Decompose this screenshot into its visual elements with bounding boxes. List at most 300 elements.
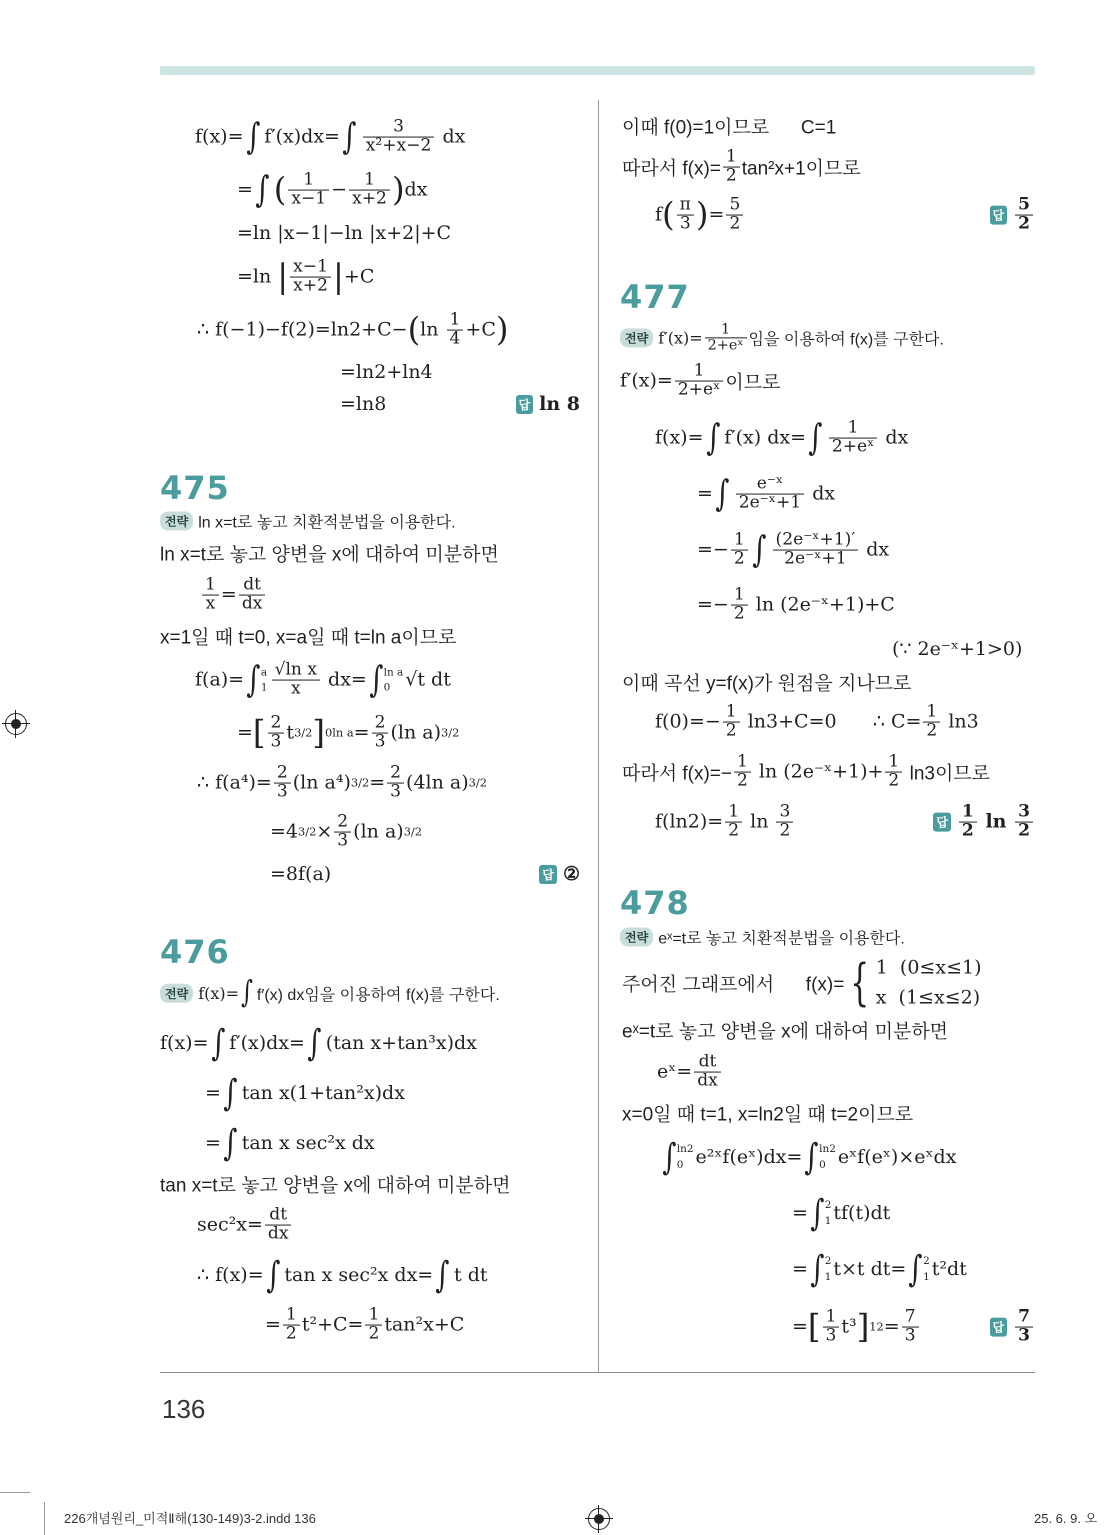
denominator: x+2 <box>352 188 387 209</box>
solution-line <box>237 168 428 211</box>
problem-number <box>160 469 230 507</box>
solution-line <box>660 1135 957 1178</box>
denominator: 2 <box>926 720 938 741</box>
solution-line <box>200 574 267 614</box>
upper-limit: ln a <box>383 666 404 679</box>
denominator: 3 <box>374 731 386 752</box>
numerator: 1 <box>725 804 742 823</box>
math-text: =ln8 <box>340 393 387 415</box>
solution-line <box>622 669 911 696</box>
denominator: 2 <box>1018 820 1030 841</box>
answer <box>990 1306 1036 1346</box>
math-text: f′(x)dx= <box>229 1032 305 1054</box>
numerator: dt <box>694 1054 721 1073</box>
math-text: (4ln a) <box>406 772 469 794</box>
math-text: ln (2e⁻ˣ+1)+ <box>752 761 884 783</box>
math-text: t²dt <box>931 1258 967 1280</box>
numerator: 3 <box>363 119 435 138</box>
math-text: t²+C= <box>301 1314 364 1336</box>
integral-sign: ∫ ln a 0 <box>369 658 404 701</box>
numerator: 1 <box>447 312 464 331</box>
crop-mark <box>44 1502 45 1535</box>
math-text: f(x)= <box>195 126 244 148</box>
denominator: 3 <box>904 1325 916 1346</box>
denominator: 2 <box>1018 213 1030 234</box>
numerator: 1 <box>283 1307 300 1326</box>
solution-line <box>622 751 991 791</box>
fraction <box>723 701 740 741</box>
column-divider <box>598 100 599 1372</box>
math-text: (ln a) <box>353 821 404 843</box>
numerator: 5 <box>1015 197 1033 216</box>
numerator: dt <box>239 577 266 596</box>
math-text: f′(x)= <box>658 328 703 348</box>
numerator: 1 <box>923 704 940 723</box>
math-text: f′(x)= <box>620 370 673 392</box>
denominator: 2e⁻ˣ+1 <box>784 548 847 569</box>
integral-sign: ∫ <box>307 1021 322 1064</box>
math-text: f(ln2)= <box>655 811 724 833</box>
delimiter: ) <box>495 310 509 349</box>
math-text: dx <box>436 126 466 148</box>
delimiter: | <box>277 257 289 296</box>
math-text: dx <box>879 427 909 449</box>
math-text: × <box>316 821 333 843</box>
math-text: f(0)=− <box>655 711 721 733</box>
math-text: = <box>353 722 370 744</box>
upper-limit: ln2 <box>819 1143 836 1156</box>
solution-line <box>265 1304 465 1344</box>
solution-line <box>195 115 466 158</box>
denominator: 2 <box>779 820 791 841</box>
fraction <box>736 473 804 513</box>
strategy-badge: 전략 <box>620 329 653 348</box>
math-text: = <box>697 483 713 505</box>
solution-line <box>655 194 1035 234</box>
denominator: 2 <box>961 820 974 841</box>
fraction <box>829 417 878 457</box>
solution-line <box>620 360 781 400</box>
delimiter: [ <box>807 1307 821 1346</box>
math-text: =− <box>697 594 729 616</box>
solution-line <box>237 256 375 296</box>
upper-limit: 2 <box>824 1199 832 1212</box>
numerator: 2 <box>274 765 291 784</box>
math-text: = <box>792 1258 808 1280</box>
solution-line <box>792 1191 891 1234</box>
numerator: 7 <box>1015 1309 1033 1328</box>
solution-line: = [ $\frac{2}{3}$ t 3/2 ] 0 ln a = $\frac{2}{3}$ (ln a) 3/2 <box>237 712 460 752</box>
math-text: x=1일 때 t=0, x=a일 때 t=ln a이므로 <box>160 627 457 649</box>
problem-number <box>620 278 690 316</box>
numerator: π <box>677 197 694 216</box>
solution-line: = [ $\frac{1}{3}$ t³ ] 1 2 = $\frac{7}{3}$ 답 $\frac{7}{3}$ <box>792 1309 1035 1346</box>
fraction <box>675 360 724 400</box>
solution-line <box>160 540 499 567</box>
fraction <box>265 1204 292 1244</box>
lower-limit: 0 <box>383 681 391 694</box>
fraction <box>372 712 389 752</box>
denominator: 2 <box>733 603 745 624</box>
math-text: ln (2e⁻ˣ+1)+C <box>749 594 895 616</box>
fraction <box>334 811 351 851</box>
strategy-line <box>620 926 905 949</box>
denominator: 2 <box>729 213 741 234</box>
math-text: f <box>655 204 663 226</box>
answer-badge: 답 <box>933 813 951 832</box>
denominator: dx <box>697 1070 718 1091</box>
piece: x (1≤x≤2) <box>875 987 981 1009</box>
numerator: 2 <box>372 715 389 734</box>
fraction <box>923 701 940 741</box>
math-text: tf(t)dt <box>833 1202 891 1224</box>
math-text: ln 8 <box>539 393 580 415</box>
solution-line <box>792 1247 967 1290</box>
denominator: 2 <box>728 820 740 841</box>
solution-line <box>697 528 890 571</box>
math-text: =ln <box>237 266 278 288</box>
math-text: tan x sec²x dx= <box>284 1264 434 1286</box>
delimiter: ) <box>391 170 405 209</box>
math-text: f(a)= <box>195 669 245 691</box>
denominator: 3 <box>337 830 349 851</box>
denominator: 3 <box>1018 1325 1030 1346</box>
math-text: 476 <box>160 933 230 971</box>
delimiter: ( <box>273 170 287 209</box>
math-text: f(x)= <box>160 1032 209 1054</box>
upper-limit: a <box>260 666 268 679</box>
fraction <box>363 116 435 156</box>
solution-line <box>655 801 1035 841</box>
math-text: ln3이므로 <box>904 763 991 785</box>
math-text: ln3 <box>942 711 979 733</box>
strategy-badge: 전략 <box>620 928 653 947</box>
math-text: f(x)= <box>198 983 240 1003</box>
right-column <box>620 0 1035 1400</box>
math-text: = <box>220 584 237 606</box>
strategy-badge: 전략 <box>160 512 193 531</box>
numerator: (2e⁻ˣ+1)′ <box>773 532 859 551</box>
math-text: f′(x)dx= <box>264 126 340 148</box>
integral-sign: ∫ <box>223 1121 238 1164</box>
left-column <box>160 0 580 1400</box>
integral-sign: ∫ a 1 <box>246 658 268 701</box>
solution-line <box>205 1121 375 1164</box>
integral-sign: ∫ ln2 0 <box>804 1135 836 1178</box>
solution-line <box>205 1071 405 1114</box>
solution-line <box>892 638 1022 660</box>
denominator: dx <box>267 1223 289 1244</box>
solution-line <box>195 658 451 701</box>
numerator: dt <box>265 1207 292 1226</box>
math-text: ∴ f(a⁴)= <box>197 772 272 794</box>
fraction <box>1015 194 1033 234</box>
lower-limit: 1 <box>260 681 268 694</box>
delimiter: ) <box>695 195 709 234</box>
integral-sign: ∫ ln2 0 <box>662 1135 694 1178</box>
math-text: t×t dt= <box>833 1258 907 1280</box>
upper-limit: 2 <box>923 1255 930 1268</box>
numerator: 7 <box>902 1309 919 1328</box>
math-text: 따라서 f(x)= <box>622 158 721 180</box>
math-text: ln <box>978 811 1014 833</box>
fraction <box>725 801 742 841</box>
denominator: 2 <box>368 1323 380 1344</box>
math-text: e²ˣf(eˣ)dx= <box>695 1146 803 1168</box>
fraction <box>902 1306 919 1346</box>
fraction <box>959 801 977 841</box>
denominator: dx <box>241 593 263 614</box>
fraction <box>705 322 747 353</box>
math-text: 이므로 <box>725 372 781 394</box>
math-text: ② <box>562 863 580 885</box>
math-text: (∵ 2e⁻ˣ+1>0) <box>892 638 1023 660</box>
lower-limit: 0 <box>819 1158 826 1171</box>
numerator: 1 <box>723 704 740 723</box>
delimiter: ( <box>407 310 421 349</box>
math-text: t <box>286 722 295 744</box>
math-text: f′(x) dx임을 이용하여 f(x)를 구한다. <box>256 986 500 1004</box>
integral-sign: ∫ <box>241 974 253 1010</box>
answer <box>539 863 580 885</box>
delimiter: ] <box>856 1307 870 1346</box>
denominator: 2 <box>888 770 900 791</box>
math-text: =4 <box>270 821 299 843</box>
fraction <box>272 659 320 699</box>
math-text: 477 <box>620 278 690 316</box>
solution-line <box>160 1021 477 1064</box>
math-text: = <box>792 1202 808 1224</box>
strategy-line <box>160 974 500 1010</box>
denominator: 2 <box>733 548 745 569</box>
numerator: 5 <box>726 197 743 216</box>
denominator: 3 <box>679 213 691 234</box>
math-text: = <box>237 722 253 744</box>
math-text: 475 <box>160 469 230 507</box>
math-text: t dt <box>454 1264 488 1286</box>
math-text: ∴ f(x)= <box>197 1264 264 1286</box>
solution-line <box>622 113 836 140</box>
denominator: x²+x−2 <box>365 135 432 156</box>
problem-number <box>620 884 690 922</box>
numerator: 1 <box>731 587 748 606</box>
math-text: = <box>265 1314 281 1336</box>
crop-mark <box>0 1492 30 1493</box>
denominator: 2+eˣ <box>707 337 744 354</box>
numerator: 3 <box>776 804 793 823</box>
fraction <box>274 762 291 802</box>
solution-line <box>622 146 861 186</box>
numerator: 1 <box>959 804 977 823</box>
denominator: 2 <box>725 165 737 186</box>
footer-date: 25. 6. 9. 오 <box>1034 1511 1098 1526</box>
math-text: ln x=t로 놓고 양변을 x에 대하여 미분하면 <box>160 544 499 566</box>
upper-limit: ln2 <box>676 1143 694 1156</box>
solution-line <box>697 584 895 624</box>
numerator: x−1 <box>290 259 331 278</box>
answer <box>516 393 580 415</box>
solution-line <box>622 953 982 1014</box>
fraction <box>202 574 219 614</box>
integral-sign: ∫ <box>342 115 357 158</box>
numerator: 1 <box>731 532 748 551</box>
math-text: 478 <box>620 884 690 922</box>
answer-badge: 답 <box>539 865 557 884</box>
math-text: ∴ f(−1)−f(2)=ln2+C− <box>197 319 408 341</box>
integral-sign: ∫ <box>255 168 270 211</box>
math-text: x=0일 때 t=1, x=ln2일 때 t=2이므로 <box>622 1104 914 1126</box>
fraction <box>290 256 331 296</box>
fraction <box>776 801 793 841</box>
delimiter: ( <box>662 195 675 234</box>
math-text: √t dt <box>405 669 451 691</box>
lower-limit: 1 <box>923 1270 930 1283</box>
numerator: 1 <box>723 149 740 168</box>
denominator: 3 <box>390 781 402 802</box>
footer-file-name: 226개념원리_미적Ⅱ해(130-149)3-2.indd 136 <box>64 1511 316 1526</box>
numerator: 2 <box>387 765 404 784</box>
numerator: e⁻ˣ <box>736 476 804 495</box>
solution-line: ∴ f(a⁴)= $\frac{2}{3}$ (ln a⁴) 3/2 = $\frac{2}{3}$ (4ln a) 3/2 <box>197 762 487 802</box>
denominator: 3 <box>270 731 282 752</box>
registration-mark-icon <box>5 713 27 735</box>
fraction <box>773 529 859 569</box>
math-text: dx= <box>322 669 367 691</box>
denominator: x <box>205 593 216 614</box>
solution-line <box>655 701 979 741</box>
math-text: = <box>205 1132 221 1154</box>
strategy-line <box>160 510 456 533</box>
math-text: = <box>369 772 386 794</box>
fraction <box>731 529 748 569</box>
integral-sign: ∫ <box>808 416 823 459</box>
math-text: f(x)= <box>655 427 704 449</box>
math-text: = <box>237 179 253 201</box>
integral-sign: ∫ <box>265 1253 281 1296</box>
math-text: (ln a⁴) <box>292 772 351 794</box>
integral-sign: ∫ <box>223 1071 238 1114</box>
math-text: ln <box>744 811 775 833</box>
solution-line <box>340 393 580 415</box>
fraction <box>731 584 748 624</box>
fraction <box>726 194 743 234</box>
numerator: 1 <box>202 577 219 596</box>
solution-line <box>197 309 509 349</box>
fraction <box>1015 801 1033 841</box>
math-text: eˣ=t로 놓고 양변을 x에 대하여 미분하면 <box>622 1021 949 1043</box>
solution-line <box>197 1204 293 1244</box>
math-text: 이때 곡선 y=f(x)가 원점을 지나므로 <box>622 673 912 695</box>
denominator: 3 <box>825 1325 837 1346</box>
numerator: 1 <box>885 754 902 773</box>
solution-line <box>697 472 836 515</box>
answer <box>990 194 1036 234</box>
math-text: tan²x+C <box>384 1314 465 1336</box>
math-text: = <box>792 1316 808 1338</box>
solution-line <box>340 361 433 383</box>
integral-sign: ∫ 2 1 <box>810 1247 832 1290</box>
denominator: 2 <box>725 720 737 741</box>
denominator: x+2 <box>293 275 329 296</box>
numerator: 1 <box>288 172 329 191</box>
math-text: = <box>205 1082 221 1104</box>
delimiter: ] <box>312 713 326 752</box>
fraction <box>268 712 285 752</box>
fraction <box>677 194 694 234</box>
math-text: eˣ=t로 놓고 치환적분법을 이용한다. <box>658 930 905 948</box>
fraction <box>885 751 902 791</box>
math-text: 임을 이용하여 f(x)를 구한다. <box>748 331 944 349</box>
solution-line <box>237 222 451 244</box>
delimiter: [ <box>252 713 266 752</box>
integral-sign: ∫ 2 1 <box>908 1247 930 1290</box>
numerator: 1 <box>734 754 751 773</box>
math-text: eˣf(eˣ)×eˣdx <box>837 1146 957 1168</box>
fraction <box>734 751 751 791</box>
numerator: 1 <box>365 1307 382 1326</box>
math-text: dx <box>860 539 890 561</box>
math-text: 이때 f(0)=1이므로 C=1 <box>622 117 837 139</box>
problem-number <box>160 933 230 971</box>
denominator: x−1 <box>291 188 327 209</box>
fraction <box>694 1051 721 1091</box>
solution-line <box>622 1100 913 1127</box>
math-text: tan²x+1이므로 <box>741 158 861 180</box>
denominator: 2+eˣ <box>831 436 875 457</box>
math-text: ln x=t로 놓고 치환적분법을 이용한다. <box>198 514 456 532</box>
denominator: x <box>290 678 301 699</box>
denominator: 2 <box>736 770 748 791</box>
numerator: 2 <box>268 715 285 734</box>
solution-line <box>197 1253 488 1296</box>
fraction <box>387 762 404 802</box>
solution-line <box>622 1017 948 1044</box>
math-text: = <box>883 1316 900 1338</box>
answer-badge: 답 <box>990 206 1008 225</box>
strategy-badge: 전략 <box>160 984 193 1003</box>
math-text: dx <box>806 483 836 505</box>
solution-line <box>160 1171 510 1198</box>
math-text: ln3+C=0 ∴ C= <box>741 711 922 733</box>
numerator: 3 <box>1015 804 1033 823</box>
math-text: t³ <box>841 1316 857 1338</box>
math-text: =ln |x−1|−ln |x+2|+C <box>237 222 452 244</box>
math-text: =− <box>697 539 729 561</box>
registration-mark-icon <box>588 1508 610 1530</box>
integral-sign: ∫ <box>715 472 730 515</box>
bottom-rule <box>160 1372 1035 1373</box>
denominator: 2 <box>285 1323 297 1344</box>
denominator: 4 <box>449 328 461 349</box>
solution-line <box>657 1051 723 1091</box>
solution-line <box>160 623 456 650</box>
numerator: 1 <box>349 172 390 191</box>
numerator: √ln x <box>272 662 320 681</box>
fraction <box>239 574 266 614</box>
integral-sign: ∫ <box>245 115 260 158</box>
math-text: 주어진 그래프에서 f(x)= <box>622 974 845 996</box>
strategy-line <box>620 322 944 353</box>
piecewise-brace: { 1 (0≤x≤1) x (1≤x≤2) <box>844 953 981 1014</box>
math-text: sec²x= <box>197 1214 263 1236</box>
answer <box>933 801 1035 841</box>
fraction <box>349 169 390 209</box>
math-text: ln <box>420 319 445 341</box>
math-text: f′(x) dx= <box>724 427 807 449</box>
solution-line <box>270 863 580 885</box>
math-text: (ln a) <box>390 722 441 744</box>
denominator: 3 <box>276 781 288 802</box>
